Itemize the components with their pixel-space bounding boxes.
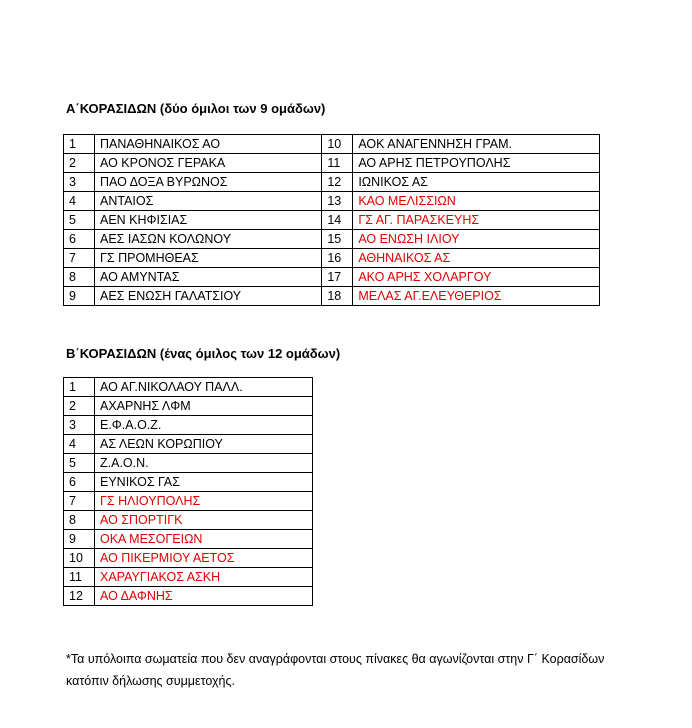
team-name: ΑΟ ΚΡΟΝΟΣ ΓΕΡΑΚΑ [95,154,322,173]
table-row [64,154,600,173]
table-row [64,473,313,492]
team-name: ΓΣ ΗΛΙΟΥΠΟΛΗΣ [95,492,313,511]
team-number: 16 [322,249,353,268]
section-b-table [63,377,313,606]
footnote: *Τα υπόλοιπα σωματεία που δεν αναγράφονται στους πίνακες θα αγωνίζονται στην Γ΄ Κορασίδων κατόπιν δήλωσης συμμετοχής. [66,652,605,688]
team-name: ΑΟΚ ΑΝΑΓΕΝΝΗΣΗ ΓΡΑΜ. [353,135,600,154]
team-name: ΑΕΣ ΕΝΩΣΗ ΓΑΛΑΤΣΙΟΥ [95,287,322,306]
team-name: Ε.Φ.Α.Ο.Ζ. [95,416,313,435]
team-number: 2 [64,154,95,173]
table-row [64,192,600,211]
table-row [64,492,313,511]
team-name: ΑΝΤΑΙΟΣ [95,192,322,211]
team-name: ΕΥΝΙΚΟΣ ΓΑΣ [95,473,313,492]
table-row [64,173,600,192]
team-name: ΑΧΑΡΝΗΣ ΛΦΜ [95,397,313,416]
team-name: ΙΩΝΙΚΟΣ ΑΣ [353,173,600,192]
table-row [64,568,313,587]
table-row [64,230,600,249]
team-name: ΜΕΛΑΣ ΑΓ.ΕΛΕΥΘΕΡΙΟΣ [353,287,600,306]
team-name: ΑΟ ΑΓ.ΝΙΚΟΛΑΟΥ ΠΑΛΛ. [95,378,313,397]
team-name: ΑΘΗΝΑΙΚΟΣ ΑΣ [353,249,600,268]
team-number: 10 [64,549,95,568]
table-row [64,587,313,606]
team-number: 8 [64,268,95,287]
table-row [64,416,313,435]
team-name: ΧΑΡΑΥΓΙΑΚΟΣ ΑΣΚΗ [95,568,313,587]
team-name: Ζ.Α.Ο.Ν. [95,454,313,473]
table-row [64,454,313,473]
table-row [64,378,313,397]
team-name: ΓΣ ΑΓ. ΠΑΡΑΣΚΕΥΗΣ [353,211,600,230]
table-row [64,511,313,530]
team-number: 4 [64,192,95,211]
team-name: ΠΑΝΑΘΗΝΑΙΚΟΣ ΑΟ [95,135,322,154]
team-number: 12 [64,587,95,606]
table-row [64,530,313,549]
table-row [64,268,600,287]
team-number: 17 [322,268,353,287]
table-row [64,211,600,230]
table-row [64,549,313,568]
team-name: ΑΟ ΑΡΗΣ ΠΕΤΡΟΥΠΟΛΗΣ [353,154,600,173]
team-number: 8 [64,511,95,530]
team-number: 5 [64,211,95,230]
team-number: 5 [64,454,95,473]
section-a-heading: Α΄ΚΟΡΑΣΙΔΩΝ (δύο όμιλοι των 9 ομάδων) [66,101,326,116]
team-number: 1 [64,378,95,397]
team-number: 18 [322,287,353,306]
team-name: ΑΚΟ ΑΡΗΣ ΧΟΛΑΡΓΟΥ [353,268,600,287]
table-row [64,397,313,416]
table-row [64,435,313,454]
table-row [64,135,600,154]
team-number: 2 [64,397,95,416]
team-number: 12 [322,173,353,192]
team-name: ΠΑΟ ΔΟΞΑ ΒΥΡΩΝΟΣ [95,173,322,192]
team-name: ΓΣ ΠΡΟΜΗΘΕΑΣ [95,249,322,268]
team-number: 11 [322,154,353,173]
team-number: 15 [322,230,353,249]
team-number: 7 [64,249,95,268]
team-name: ΑΕΝ ΚΗΦΙΣΙΑΣ [95,211,322,230]
team-number: 10 [322,135,353,154]
team-number: 13 [322,192,353,211]
section-a-table [63,134,600,306]
team-number: 6 [64,230,95,249]
section-b-heading: Β΄ΚΟΡΑΣΙΔΩΝ (ένας όμιλος των 12 ομάδων) [66,346,341,361]
team-number: 9 [64,530,95,549]
team-number: 3 [64,416,95,435]
team-number: 6 [64,473,95,492]
team-number: 4 [64,435,95,454]
team-number: 3 [64,173,95,192]
table-row [64,249,600,268]
team-name: ΑΣ ΛΕΩΝ ΚΟΡΩΠΙΟΥ [95,435,313,454]
table-row [64,287,600,306]
team-name: ΑΟ ΣΠΟΡΤΙΓΚ [95,511,313,530]
team-number: 14 [322,211,353,230]
team-name: ΑΕΣ ΙΑΣΩΝ ΚΟΛΩΝΟΥ [95,230,322,249]
team-number: 11 [64,568,95,587]
team-number: 7 [64,492,95,511]
team-name: ΑΟ ΔΑΦΝΗΣ [95,587,313,606]
team-name: ΟΚΑ ΜΕΣΟΓΕΙΩΝ [95,530,313,549]
team-name: ΑΟ ΕΝΩΣΗ ΙΛΙΟΥ [353,230,600,249]
team-name: ΑΟ ΠΙΚΕΡΜΙΟΥ ΑΕΤΟΣ [95,549,313,568]
team-name: ΚΑΟ ΜΕΛΙΣΣΙΩΝ [353,192,600,211]
team-number: 1 [64,135,95,154]
team-name: ΑΟ ΑΜΥΝΤΑΣ [95,268,322,287]
team-number: 9 [64,287,95,306]
